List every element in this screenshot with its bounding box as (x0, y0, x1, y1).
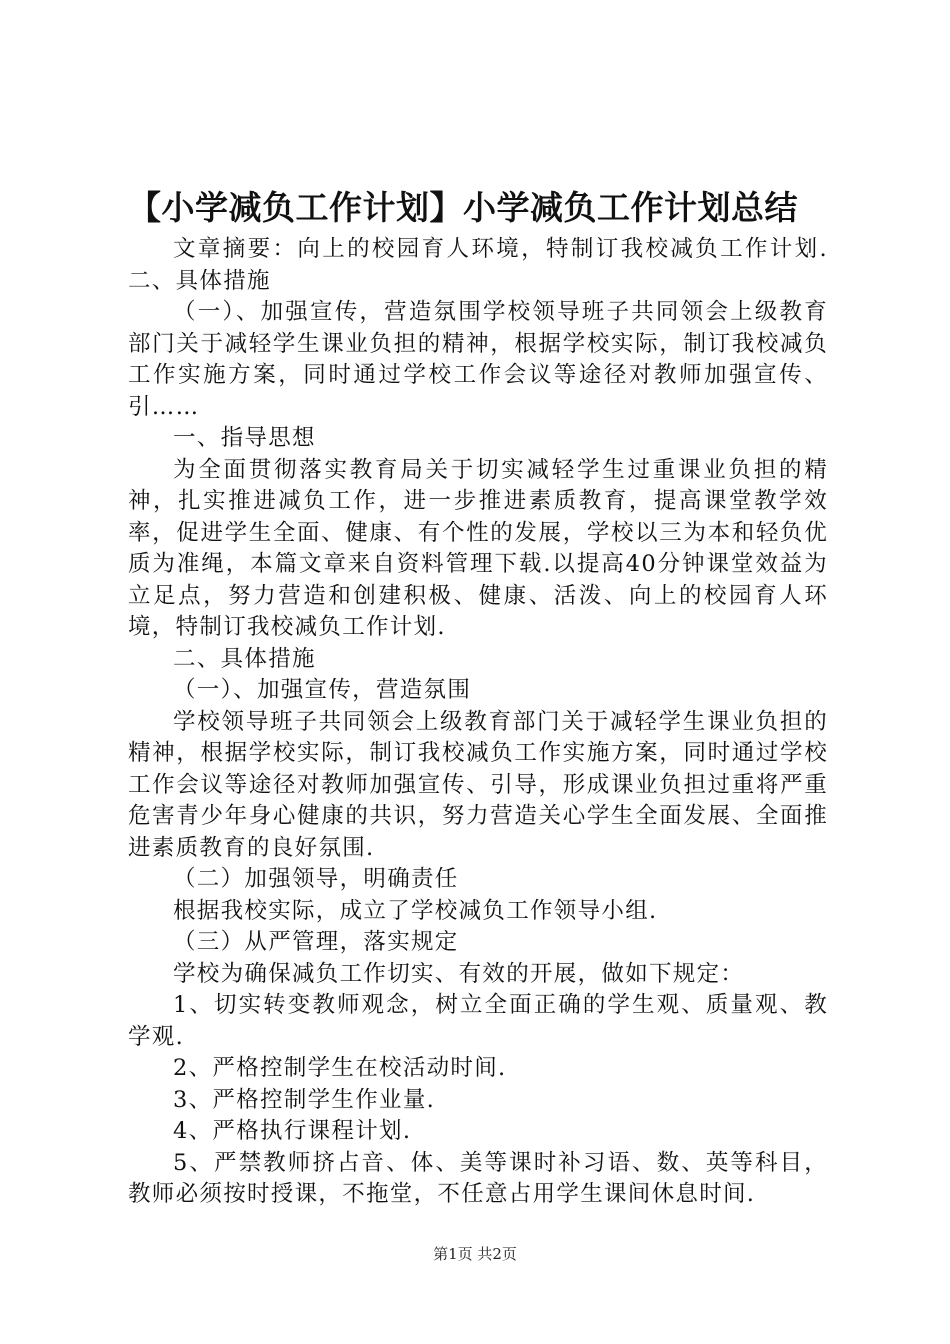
management-paragraph: 学校为确保减负工作切实、有效的开展，做如下规定： (173, 960, 745, 987)
page-footer: 第1页 共2页 (433, 1245, 517, 1263)
subheading-leadership: （二）加强领导，明确责任 (173, 866, 459, 892)
abstract-excerpt-paragraph: （一）、加强宣传，营造氛围学校领导班子共同领会上级教育部门关于减轻学生课业负担的精神，根据学校实际，制订我校减负工作实施方案，同时通过学校工作会议等途径对教师加强宣传、引…… (128, 299, 828, 420)
document-body (128, 234, 828, 1211)
section-heading-specific-measures: 二、具体措施 (173, 645, 316, 672)
subheading-publicity: （一）、加强宣传，营造氛围 (173, 677, 472, 703)
document-title: 【小学减负工作计划】小学减负工作计划总结 (128, 188, 798, 227)
rule-item-5: 5、严禁教师挤占音、体、美等课时补习语、数、英等科目，教师必须按时授课，不拖堂，不任意占用学生课间休息时间. (128, 1149, 828, 1207)
rule-item-1: 1、切实转变教师观念，树立全面正确的学生观、质量观、教学观. (128, 992, 828, 1050)
subheading-management: （三）从严管理，落实规定 (173, 929, 459, 955)
rule-item-2: 2、严格控制学生在校活动时间. (173, 1055, 507, 1081)
section-heading-guiding-ideology: 一、指导思想 (173, 425, 316, 451)
rule-item-4: 4、严格执行课程计划. (173, 1118, 412, 1144)
abstract-paragraph: 文章摘要：向上的校园育人环境，特制订我校减负工作计划.二、具体措施 (128, 236, 828, 294)
leadership-paragraph: 根据我校实际，成立了学校减负工作领导小组. (173, 897, 658, 924)
rule-item-3: 3、严格控制学生作业量. (173, 1086, 436, 1113)
guiding-ideology-paragraph: 为全面贯彻落实教育局关于切实减轻学生过重课业负担的精神，扎实推进减负工作，进一步推进素质教育，提高课堂教学效率，促进学生全面、健康、有个性的发展，学校以三为本和轻负优质为准绳，本篇文章来自资料管理下载.以提高40分钟课堂效益为立足点，努力营造和创建积极、健康、活泼、向上的校园育人环境，特制订我校减负工作计划. (128, 456, 828, 640)
publicity-paragraph: 学校领导班子共同领会上级教育部门关于减轻学生课业负担的精神，根据学校实际，制订我校减负工作实施方案，同时通过学校工作会议等途径对教师加强宣传、引导，形成课业负担过重将严重危害青少年身心健康的共识，努力营造关心学生全面发展、全面推进素质教育的良好氛围. (128, 708, 828, 861)
